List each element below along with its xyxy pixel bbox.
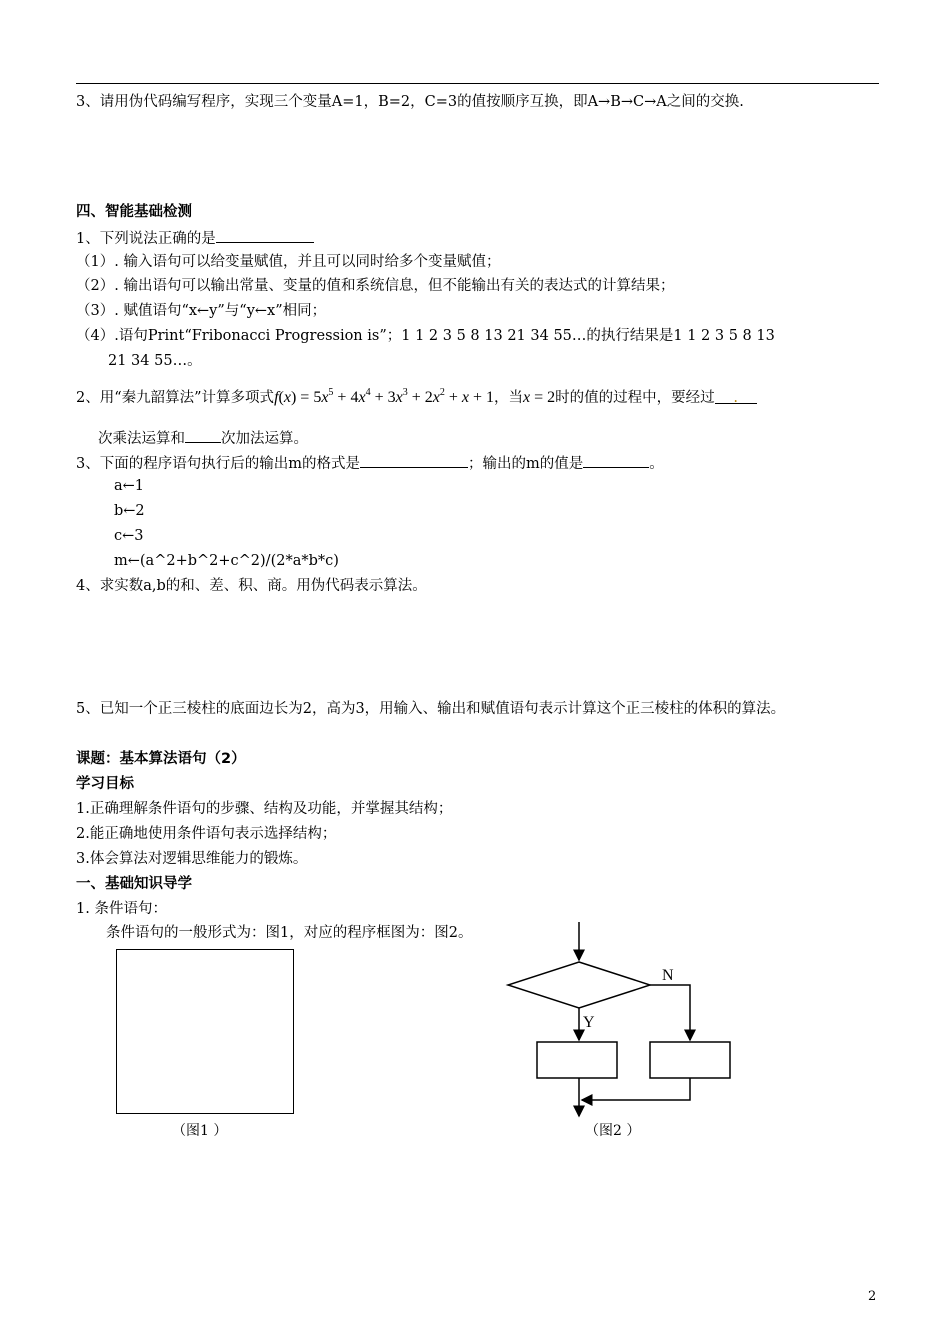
section4-heading: 四、智能基础检测 <box>76 204 192 220</box>
page-number: 2 <box>868 1289 877 1304</box>
q4-text: 4、求实数a,b的和、差、积、商。用伪代码表示算法。 <box>76 578 427 594</box>
goal-1: 1.正确理解条件语句的步骤、结构及功能，并掌握其结构； <box>76 801 453 817</box>
q3-stem: 3、下面的程序语句执行后的输出m的格式是 ；输出的m的值是 。 <box>76 453 664 473</box>
q1-answer-blank[interactable] <box>216 228 314 243</box>
top-rule <box>76 83 879 84</box>
q2-polynomial: $f(x) = 5x^5 + 4x^4 + 3x^3 + 2x^2 + x + 1$ <box>274 387 495 406</box>
q3-blank-2[interactable] <box>583 453 649 468</box>
q3-code-line-1: a←1 <box>114 478 145 494</box>
flow-merge-arrow <box>582 1078 690 1100</box>
q2-blank-2[interactable] <box>185 428 221 443</box>
item1-label: 1. 条件语句： <box>76 901 167 917</box>
q1-option-2: （2）. 输出语句可以输出常量、变量的值和系统信息，但不能输出有关的表达式的计算结果； <box>76 278 675 294</box>
flow-decision-diamond <box>508 962 650 1008</box>
figure2-caption: （图2 ） <box>585 1123 641 1139</box>
q3-top-text: 3、请用伪代码编写程序，实现三个变量A=1，B=2，C=3的值按顺序互换，即A→B→C→A之间的交换. <box>76 94 744 110</box>
q1-stem <box>76 228 314 248</box>
flow-label-n: N <box>662 967 674 984</box>
goal-3: 3.体会算法对逻辑思维能力的锻炼。 <box>76 851 308 867</box>
q2-line2-b: 次加法运算。 <box>221 431 308 447</box>
q1-option-3: （3）. 赋值语句“x←y”与“y←x”相同； <box>76 303 327 319</box>
q3-code-line-4: m←(a^2+b^2+c^2)/(2*a*b*c) <box>114 553 339 569</box>
goals-heading: 学习目标 <box>76 776 134 792</box>
q2-prefix: 2、用“秦九韶算法”计算多项式 <box>76 390 275 406</box>
figure1-caption: （图1 ） <box>172 1123 228 1139</box>
figure2-flowchart <box>500 920 760 1120</box>
q3-code-line-3: c←3 <box>114 528 144 544</box>
q1-option-4: （4）.语句Print“Fribonacci Progression is”；1 1 2 3 5 8 13 21 34 55…的执行结果是1 1 2 3 5 8 13 <box>76 328 775 344</box>
flow-no-branch <box>650 985 690 1040</box>
q1-option-1: （1）. 输入语句可以给变量赋值，并且可以同时给多个变量赋值； <box>76 254 501 270</box>
figure1-box <box>116 949 294 1114</box>
item1-desc: 条件语句的一般形式为：图1，对应的程序框图为：图2。 <box>106 925 473 941</box>
q5-text: 5、已知一个正三棱柱的底面边长为2，高为3，用输入、输出和赋值语句表示计算这个正三棱柱的体积的算法。 <box>76 701 786 717</box>
q3-code-line-2: b←2 <box>114 503 145 519</box>
q2-suffix: 时的值的过程中，要经过 <box>555 390 715 406</box>
q2-line1: 2、用“秦九韶算法”计算多项式$f(x) = 5x^5 + 4x^4 + 3x^3 + 2x^2 + x + 1$，当x = 2时的值的过程中，要经过 . <box>76 389 757 407</box>
lesson-title: 课题：基本算法语句（2） <box>76 751 246 767</box>
q2-blank-1[interactable]: . <box>715 389 757 404</box>
q3-blank-1[interactable] <box>360 453 468 468</box>
flow-label-y: Y <box>583 1014 595 1031</box>
flow-box-no <box>650 1042 730 1078</box>
flow-box-yes <box>537 1042 617 1078</box>
q2-line2-a: 次乘法运算和 <box>98 431 185 447</box>
goal-2: 2.能正确地使用条件语句表示选择结构； <box>76 826 337 842</box>
q1-option-4-cont: 21 34 55…。 <box>108 353 202 369</box>
q2-line2 <box>98 428 308 448</box>
q1-stem-text: 1、下列说法正确的是 <box>76 231 216 247</box>
part1-heading: 一、基础知识导学 <box>76 876 192 892</box>
